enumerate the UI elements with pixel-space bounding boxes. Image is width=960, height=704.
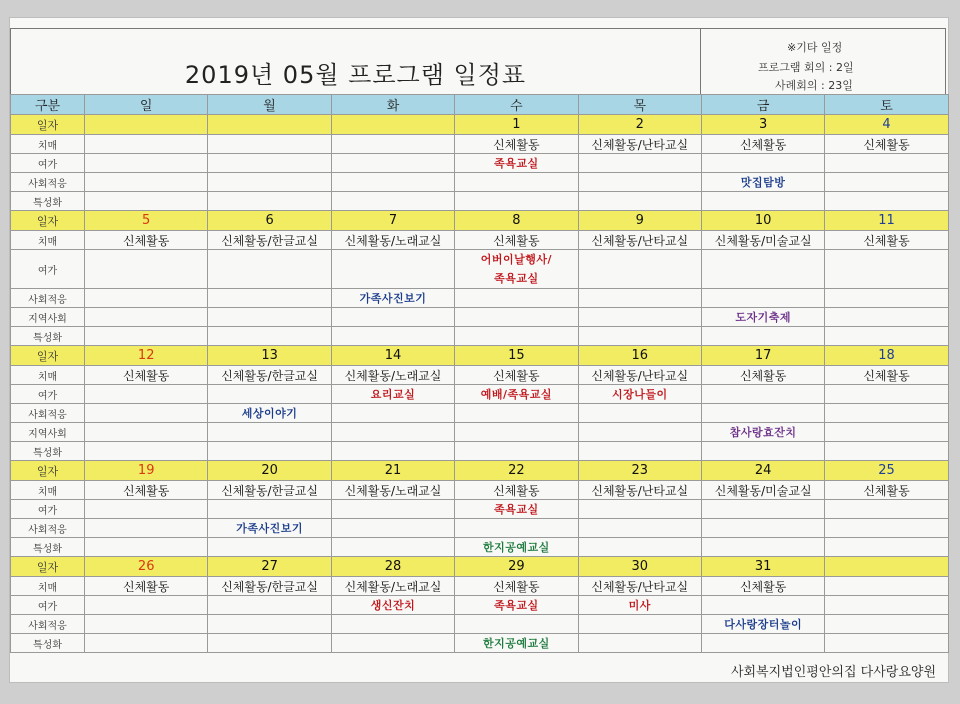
program-cell: 신체활동 [701,135,824,154]
program-cell [701,154,824,173]
program-cell [701,538,824,557]
date-cell: 26 [85,557,208,577]
program-cell: 신체활동 [825,481,948,500]
date-cell [825,557,948,577]
program-cell: 신체활동 [455,481,578,500]
program-cell [825,308,948,327]
program-category-label: 여가 [11,596,85,615]
program-cell: 신체활동 [455,231,578,250]
program-row [11,308,949,327]
program-cell [331,327,454,346]
program-cell [85,173,208,192]
program-cell [578,327,701,346]
program-cell [578,615,701,634]
program-cell: 족욕교실 [455,154,578,173]
program-cell [578,173,701,192]
program-cell: 신체활동 [825,231,948,250]
program-cell: 신체활동 [85,481,208,500]
program-cell [208,327,331,346]
program-cell [825,250,948,289]
program-cell [825,500,948,519]
program-category-label: 지역사회 [11,423,85,442]
program-category-label: 지역사회 [11,308,85,327]
date-cell: 31 [701,557,824,577]
program-cell [331,500,454,519]
date-cell: 16 [578,346,701,366]
program-row [11,250,949,289]
program-cell [331,308,454,327]
program-cell [455,442,578,461]
date-label: 일자 [11,115,85,135]
schedule-sheet [10,18,948,682]
date-cell: 13 [208,346,331,366]
program-cell: 신체활동/한글교실 [208,366,331,385]
date-label: 일자 [11,557,85,577]
notes-line-program-meeting: 프로그램 회의 : 2일 [758,61,854,74]
schedule-table [10,94,949,653]
program-cell [331,192,454,211]
date-row [11,346,949,366]
program-cell [455,289,578,308]
date-cell: 20 [208,461,331,481]
program-cell [208,173,331,192]
program-category-label: 여가 [11,250,85,289]
program-cell: 도자기축제 [701,308,824,327]
program-cell [825,192,948,211]
program-cell [701,442,824,461]
program-cell [578,404,701,423]
program-cell: 신체활동 [85,366,208,385]
program-cell [578,500,701,519]
program-cell [455,173,578,192]
program-cell [208,596,331,615]
program-cell [578,289,701,308]
program-cell [331,135,454,154]
date-cell: 10 [701,211,824,231]
program-cell [455,192,578,211]
program-row [11,423,949,442]
program-cell [701,519,824,538]
program-cell [208,538,331,557]
weekday-header: 금 [701,95,824,115]
program-cell: 신체활동 [455,577,578,596]
date-cell: 28 [331,557,454,577]
program-cell [85,250,208,289]
program-cell [208,308,331,327]
date-cell: 5 [85,211,208,231]
program-cell [85,308,208,327]
date-cell: 24 [701,461,824,481]
program-cell [208,615,331,634]
weekday-header: 수 [455,95,578,115]
program-cell [85,500,208,519]
program-row [11,596,949,615]
program-cell [825,577,948,596]
program-row [11,577,949,596]
program-cell [208,423,331,442]
program-cell [578,192,701,211]
program-cell [701,192,824,211]
program-cell: 미사 [578,596,701,615]
program-cell: 가족사진보기 [208,519,331,538]
program-cell [208,289,331,308]
program-cell: 신체활동/난타교실 [578,366,701,385]
date-row [11,211,949,231]
organization-footer: 사회복지법인평안의집 다사랑요양원 [730,665,936,680]
program-cell [825,596,948,615]
program-cell [331,615,454,634]
program-cell: 신체활동/난타교실 [578,231,701,250]
program-cell: 요리교실 [331,385,454,404]
program-cell [455,308,578,327]
program-cell [701,404,824,423]
date-cell: 18 [825,346,948,366]
program-row [11,500,949,519]
program-cell: 가족사진보기 [331,289,454,308]
program-category-label: 치매 [11,231,85,250]
program-cell [578,634,701,653]
program-category-label: 특성화 [11,327,85,346]
program-row [11,538,949,557]
program-cell [85,289,208,308]
program-row [11,192,949,211]
program-category-label: 특성화 [11,442,85,461]
program-cell [208,135,331,154]
program-cell: 족욕교실 [455,596,578,615]
date-cell: 29 [455,557,578,577]
program-cell: 신체활동/노래교실 [331,231,454,250]
date-cell: 9 [578,211,701,231]
program-cell [455,423,578,442]
weekday-header: 토 [825,95,948,115]
date-cell [331,115,454,135]
program-cell [208,500,331,519]
weekday-header: 화 [331,95,454,115]
program-cell [208,442,331,461]
program-cell: 어버이날행사/ 족욕교실 [455,250,578,289]
program-category-label: 특성화 [11,634,85,653]
program-cell [578,538,701,557]
program-cell: 신체활동/미술교실 [701,481,824,500]
program-cell [578,442,701,461]
program-cell [85,135,208,154]
program-cell: 신체활동 [455,135,578,154]
program-cell: 신체활동/한글교실 [208,231,331,250]
program-cell: 족욕교실 [455,500,578,519]
program-row [11,173,949,192]
program-cell [825,538,948,557]
program-cell: 한지공예교실 [455,538,578,557]
date-cell: 19 [85,461,208,481]
date-row [11,557,949,577]
program-row [11,442,949,461]
program-cell [455,519,578,538]
program-cell [825,289,948,308]
date-cell: 14 [331,346,454,366]
program-cell [85,385,208,404]
date-label: 일자 [11,346,85,366]
weekday-header: 월 [208,95,331,115]
program-category-label: 특성화 [11,192,85,211]
program-cell [85,404,208,423]
program-cell [578,519,701,538]
program-cell [578,250,701,289]
program-category-label: 특성화 [11,538,85,557]
date-cell: 11 [825,211,948,231]
program-cell [331,404,454,423]
program-cell [85,519,208,538]
program-cell: 참사랑효잔치 [701,423,824,442]
notes-heading: ※기타 일정 [787,41,843,54]
date-cell: 1 [455,115,578,135]
program-row [11,519,949,538]
program-cell [331,634,454,653]
program-category-label: 치매 [11,366,85,385]
weekday-header-row [11,95,949,115]
program-cell [85,442,208,461]
date-label: 일자 [11,461,85,481]
date-row [11,461,949,481]
program-cell [701,385,824,404]
date-cell: 27 [208,557,331,577]
program-row [11,327,949,346]
program-row [11,634,949,653]
program-cell: 신체활동/노래교실 [331,481,454,500]
program-cell: 맛집탐방 [701,173,824,192]
program-cell [701,327,824,346]
date-cell: 3 [701,115,824,135]
date-cell [85,115,208,135]
program-cell [701,250,824,289]
program-cell: 예배/족욕교실 [455,385,578,404]
weekday-header: 목 [578,95,701,115]
program-cell [331,442,454,461]
program-category-label: 여가 [11,385,85,404]
program-category-label: 사회적응 [11,173,85,192]
date-cell: 15 [455,346,578,366]
program-cell [701,596,824,615]
program-row [11,135,949,154]
program-row [11,385,949,404]
program-row [11,615,949,634]
weekday-header: 일 [85,95,208,115]
program-cell: 생신잔치 [331,596,454,615]
program-cell [331,538,454,557]
program-cell [578,308,701,327]
program-cell [825,173,948,192]
program-cell [208,250,331,289]
program-cell: 신체활동 [455,366,578,385]
date-cell: 22 [455,461,578,481]
program-cell [85,596,208,615]
date-cell: 25 [825,461,948,481]
program-cell [208,634,331,653]
program-cell [85,634,208,653]
program-row [11,404,949,423]
program-cell: 신체활동/한글교실 [208,577,331,596]
date-cell: 21 [331,461,454,481]
program-cell [701,500,824,519]
program-cell [825,154,948,173]
program-cell [208,385,331,404]
program-row [11,481,949,500]
program-cell [331,154,454,173]
program-cell: 신체활동/난타교실 [578,481,701,500]
program-cell [825,519,948,538]
program-cell: 신체활동 [85,231,208,250]
program-cell [701,289,824,308]
program-cell [331,423,454,442]
program-cell [208,154,331,173]
program-cell [85,423,208,442]
date-cell: 2 [578,115,701,135]
program-category-label: 여가 [11,500,85,519]
program-cell: 신체활동 [701,366,824,385]
program-category-label: 사회적응 [11,289,85,308]
program-cell: 신체활동/미술교실 [701,231,824,250]
program-cell [208,192,331,211]
date-label: 일자 [11,211,85,231]
date-cell [208,115,331,135]
program-cell [701,634,824,653]
date-row [11,115,949,135]
program-cell: 시장나들이 [578,385,701,404]
date-cell: 8 [455,211,578,231]
date-cell: 23 [578,461,701,481]
program-cell: 신체활동 [825,366,948,385]
program-cell [85,192,208,211]
program-category-label: 사회적응 [11,519,85,538]
program-cell [331,519,454,538]
program-row [11,154,949,173]
program-cell: 신체활동/한글교실 [208,481,331,500]
program-cell [825,404,948,423]
program-cell [825,385,948,404]
program-cell: 신체활동 [825,135,948,154]
program-cell [825,442,948,461]
program-cell: 한지공예교실 [455,634,578,653]
program-cell [455,327,578,346]
date-cell: 12 [85,346,208,366]
program-cell: 신체활동/노래교실 [331,577,454,596]
program-cell [455,404,578,423]
program-row [11,231,949,250]
program-cell [825,615,948,634]
program-category-label: 사회적응 [11,404,85,423]
program-cell [331,250,454,289]
program-category-label: 치매 [11,481,85,500]
program-cell: 신체활동 [85,577,208,596]
program-row [11,289,949,308]
program-category-label: 여가 [11,154,85,173]
program-cell [85,615,208,634]
program-cell: 신체활동/난타교실 [578,577,701,596]
program-cell [825,423,948,442]
category-header: 구분 [11,95,85,115]
program-cell: 신체활동/난타교실 [578,135,701,154]
program-cell [85,154,208,173]
date-cell: 4 [825,115,948,135]
program-cell: 세상이야기 [208,404,331,423]
program-cell [825,634,948,653]
program-cell: 다사랑장터놀이 [701,615,824,634]
notes-line-case-meeting: 사례회의 : 23일 [775,79,853,92]
program-cell [578,423,701,442]
program-cell: 신체활동 [701,577,824,596]
program-cell [825,327,948,346]
date-cell: 30 [578,557,701,577]
program-cell [578,154,701,173]
program-category-label: 사회적응 [11,615,85,634]
program-cell [331,173,454,192]
program-cell [85,538,208,557]
program-cell [455,615,578,634]
program-cell [85,327,208,346]
program-category-label: 치매 [11,577,85,596]
program-cell: 신체활동/노래교실 [331,366,454,385]
program-category-label: 치매 [11,135,85,154]
date-cell: 6 [208,211,331,231]
date-cell: 17 [701,346,824,366]
date-cell: 7 [331,211,454,231]
program-row [11,366,949,385]
page-title: 2019년 05월 프로그램 일정표 [184,60,527,89]
